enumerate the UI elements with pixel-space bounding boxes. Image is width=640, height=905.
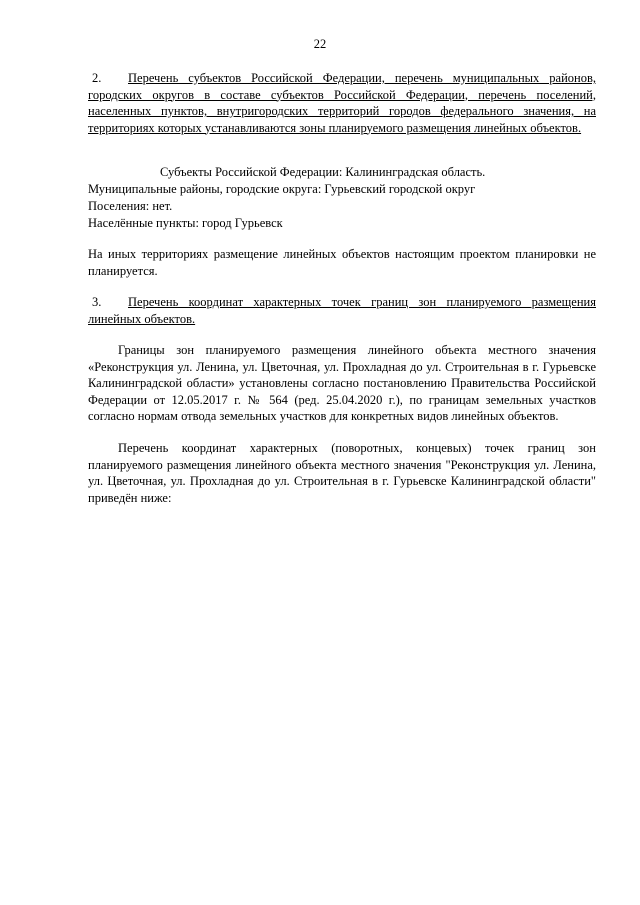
page-number: 22 [313, 37, 327, 51]
settlements-line [88, 198, 596, 215]
localities-text: Населённые пункты: город Гурьевск [88, 216, 283, 230]
section-3-paragraph-2-text: Перечень координат характерных (поворотных, концевых) точек границ зон планируемого размещения линейного объекта местного значения "Реконструкция ул. Ленина, ул. Цветочная, ул. Прохладная до ул. Строительная в г. Гурьевске Калининградской области" приведён ниже: [88, 441, 596, 505]
localities-line [88, 215, 596, 232]
section-3-number: 3. [92, 295, 102, 309]
section-2-number: 2. [92, 71, 102, 85]
section-2-heading-text: Перечень субъектов Российской Федерации, перечень муниципальных районов, городских округов в составе субъектов Российской Федерации, перечень поселений, населенных пунктов, внутригородских территорий городов федерального значения, на территориях которых устанавливаются зоны планируемого размещения линейных объектов. [88, 71, 596, 135]
section-2-heading [88, 70, 596, 136]
section-3-paragraph-2 [88, 440, 596, 506]
subjects-text: Субъекты Российской Федерации: Калининградская область. [160, 165, 486, 179]
section-3-paragraph-1 [88, 342, 596, 425]
municipal-line [88, 181, 596, 198]
note-text: На иных территориях размещение линейных объектов настоящим проектом планировки не планируется. [88, 247, 596, 278]
note-paragraph [88, 246, 596, 279]
subjects-line [88, 164, 596, 181]
municipal-text: Муниципальные районы, городские округа: Гурьевский городской округ [88, 182, 476, 196]
section-3-heading-text: Перечень координат характерных точек границ зон планируемого размещения линейных объектов. [88, 295, 596, 326]
settlements-text: Поселения: нет. [88, 199, 173, 213]
section-3-heading [88, 294, 596, 327]
section-3-paragraph-1-text: Границы зон планируемого размещения линейного объекта местного значения «Реконструкция ул. Ленина, ул. Цветочная, ул. Прохладная до ул. Строительная в г. Гурьевске Калининградской области» установлены согласно постановлению Правительства Российской Федерации от 12.05.2017 г. № 564 (ред. 25.04.2020 г.), по границам земельных участков согласно нормам отвода земельных участков для конкретных видов линейных объектов. [88, 343, 596, 423]
